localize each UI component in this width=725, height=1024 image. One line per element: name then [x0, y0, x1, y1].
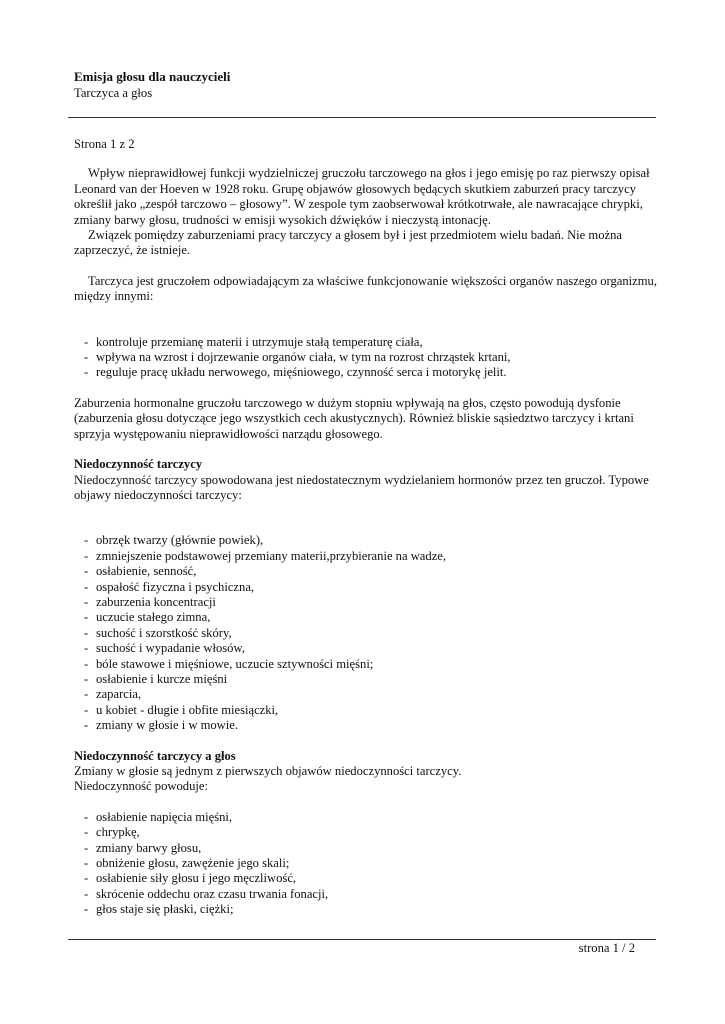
hormones-paragraph: Zaburzenia hormonalne gruczołu tarczowego w dużym stopniu wpływają na głos, często powodują dysfonie (zaburzenia głosu dotyczące jego wszystkich cech akustycznych). Również bliskie sąsiedztwo tarczycy i krtani sprzyja występowaniu nieprawidłowości narządu głosowego. [74, 395, 634, 441]
header-divider [68, 117, 656, 118]
list-item: - skrócenie oddechu oraz czasu trwania fonacji, [84, 886, 329, 901]
list-item: - uczucie stałego zimna, [84, 610, 211, 625]
list-item: - osłabienie i kurcze mięśni [84, 671, 228, 686]
document-body [74, 137, 660, 918]
intro-paragraph-1: Wpływ nieprawidłowej funkcji wydzielniczej gruczołu tarczowego na głos i jego emisję po raz pierwszy opisał Leonard van der Hoeven w 1928 roku. Grupę objawów głosowych będących skutkiem zaburzeń pracy tarczycy określił jako „zespół tarczowo – głosowy”. W zespole tym zaobserwował krótkotrwałe, ale nawracające chrypki, zmiany barwy głosu, trudności w emisji wysokich dźwięków i nieczystą intonację. [74, 166, 650, 227]
voice-effects-list [74, 810, 660, 918]
spacer [74, 259, 660, 274]
spacer [74, 320, 660, 335]
spacer [74, 305, 660, 320]
spacer [74, 381, 660, 396]
footer-divider [68, 939, 656, 940]
section-line-1: Zmiany w głosie są jednym z pierwszych objawów niedoczynności tarczycy. [74, 764, 462, 778]
spacer [74, 442, 660, 457]
footer-page-number: strona 1 / 2 [578, 941, 635, 955]
list-item: - zaparcia, [84, 687, 142, 702]
intro-paragraph-2: Związek pomiędzy zaburzeniami pracy tarczycy a głosem był i jest przedmiotem wielu badań. Nie można zaprzeczyć, że istnieje. [74, 228, 622, 258]
intro-paragraph-3: Tarczyca jest gruczołem odpowiadającym za właściwe funkcjonowanie większości organów naszego organizmu, między innymi: [74, 273, 658, 304]
list-item: - wpływa na wzrost i dojrzewanie organów ciała, w tym na rozrost chrząstek krtani, [84, 350, 511, 365]
functions-list [74, 335, 660, 381]
list-item: - głos staje się płaski, ciężki; [84, 902, 234, 917]
document-header [74, 68, 654, 101]
list-item: - suchość i szorstkość skóry, [84, 625, 232, 640]
list-item: - suchość i wypadanie włosów, [84, 641, 245, 656]
list-item: - osłabienie napięcia mięśni, [84, 809, 233, 824]
list-item: - zaburzenia koncentracji [84, 594, 216, 609]
list-item: - osłabienie, senność, [84, 564, 197, 579]
section-heading-hypothyroidism-voice: Niedoczynność tarczycy a głos [74, 748, 236, 763]
list-item: - chrypkę, [84, 825, 140, 840]
list-item: - u kobiet - długie i obfite miesiączki, [84, 702, 279, 717]
page-marker: Strona 1 z 2 [74, 137, 135, 151]
list-item: - bóle stawowe i mięśniowe, uczucie sztywności mięśni; [84, 656, 374, 671]
spacer [74, 795, 660, 810]
list-item: - zmniejszenie podstawowej przemiany materii,przybieranie na wadze, [84, 548, 447, 563]
list-item: - kontroluje przemianę materii i utrzymuje stałą temperaturę ciała, [84, 334, 423, 349]
document-subtitle: Tarczyca a głos [74, 86, 153, 100]
list-item: - obniżenie głosu, zawężenie jego skali; [84, 856, 290, 871]
section-line-2: Niedoczynność powoduje: [74, 779, 208, 794]
document-title: Emisja głosu dla nauczycieli [74, 69, 231, 84]
spacer [74, 734, 660, 749]
list-item: - zmiany w głosie i w mowie. [84, 718, 239, 733]
symptoms-list [74, 533, 660, 733]
section-heading-hypothyroidism: Niedoczynność tarczycy [74, 457, 203, 472]
list-item: - ospałość fizyczna i psychiczna, [84, 579, 255, 594]
list-item: - osłabienie siły głosu i jego męczliwość, [84, 871, 297, 886]
list-item: - reguluje pracę układu nerwowego, mięśniowego, czynność serca i motorykę jelit. [84, 365, 507, 380]
list-item: - zmiany barwy głosu, [84, 840, 202, 855]
spacer [74, 503, 660, 518]
list-item: - obrzęk twarzy (głównie powiek), [84, 533, 264, 548]
section-text-hypothyroidism: Niedoczynność tarczycy spowodowana jest niedostatecznym wydzielaniem hormonów przez ten gruczoł. Typowe objawy niedoczynności tarczycy: [74, 472, 649, 502]
spacer [74, 518, 660, 533]
